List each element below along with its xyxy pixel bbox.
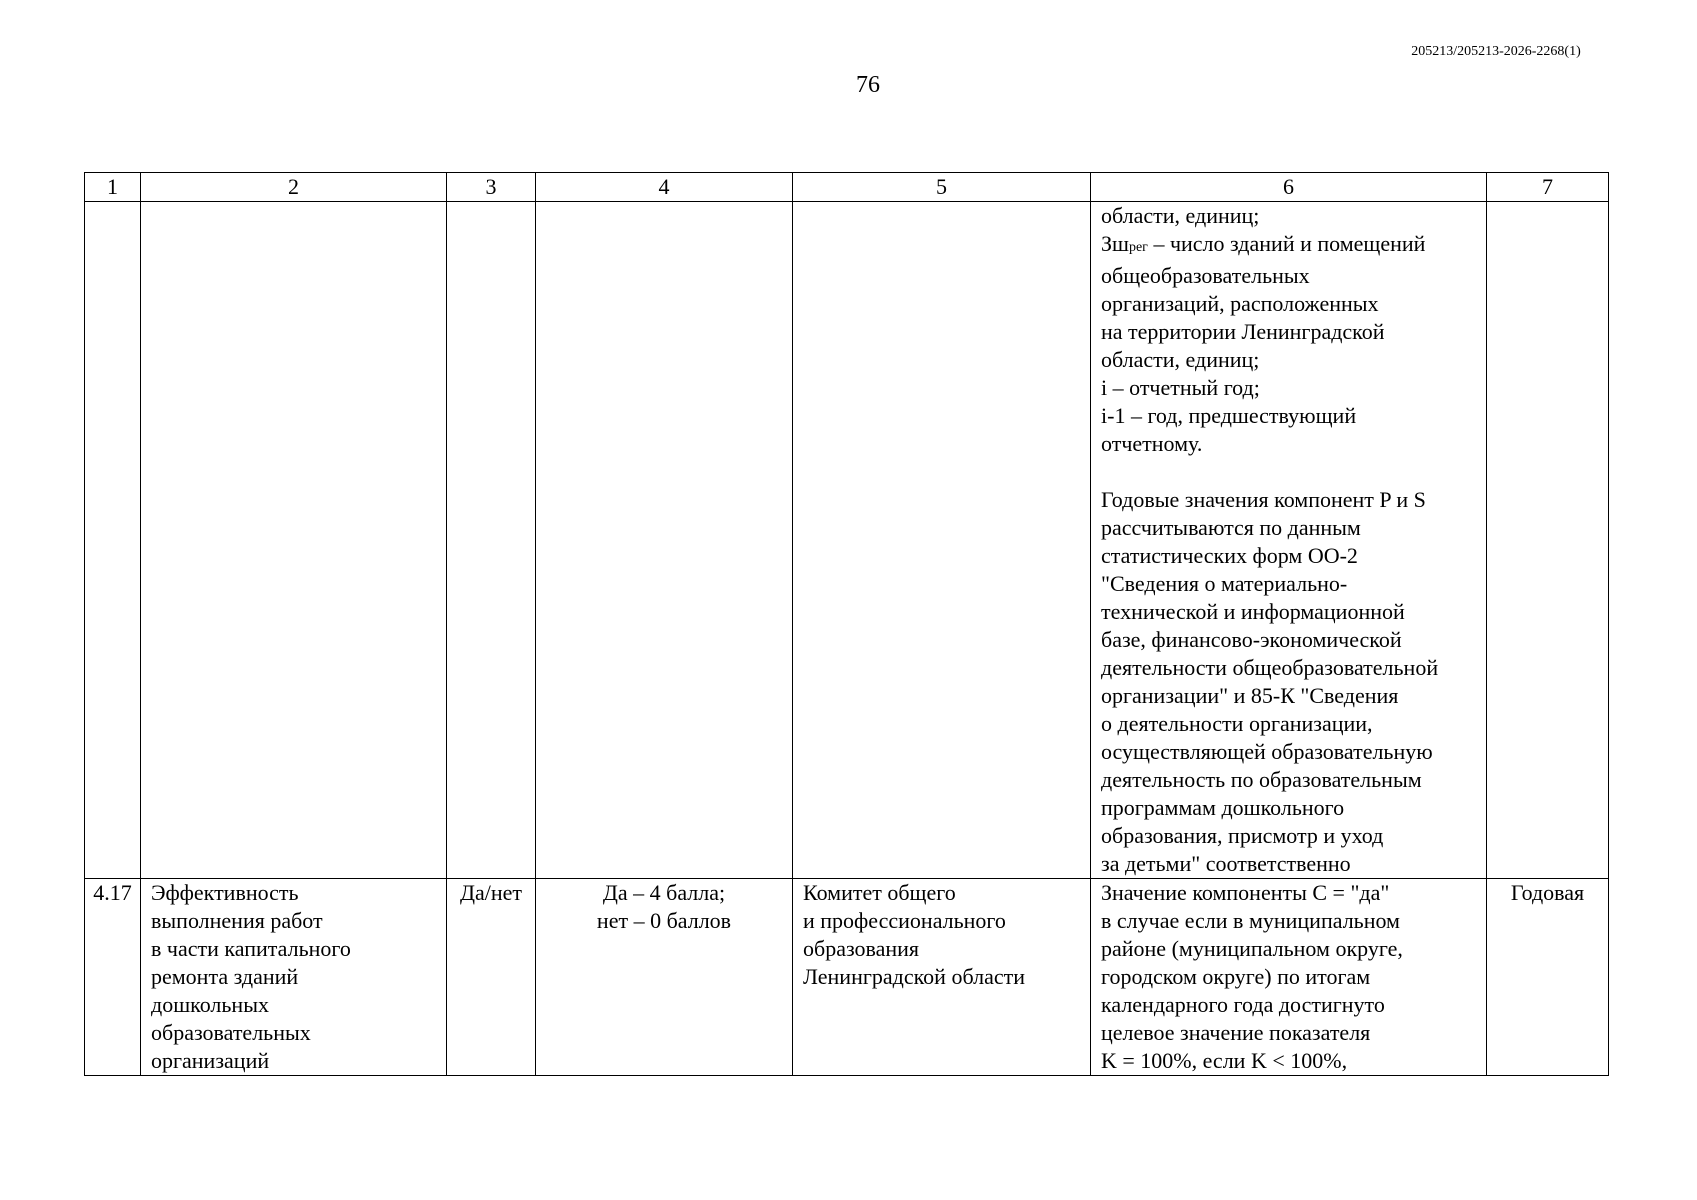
formula-line: организаций, расположенных xyxy=(1101,291,1379,316)
formula-line: базе, финансово-экономической xyxy=(1101,627,1402,652)
formula-line: за детьми" соответственно xyxy=(1101,851,1351,876)
cell-responsible xyxy=(793,879,1091,1076)
formula-line: i – отчетный год; xyxy=(1101,375,1260,400)
formula-line: "Сведения о материально- xyxy=(1101,571,1348,596)
cell-formula xyxy=(1091,879,1487,1076)
formula-line: общеобразовательных xyxy=(1101,263,1310,288)
formula-line: деятельности общеобразовательной xyxy=(1101,655,1439,680)
paragraph-gap xyxy=(1101,458,1476,486)
formula-line: статистических форм ОО-2 xyxy=(1101,543,1358,568)
header-col-4: 4 xyxy=(536,173,793,202)
responsible-line: Комитет общего xyxy=(803,880,956,905)
cell-row-number: 4.17 xyxy=(85,879,141,1076)
header-col-3: 3 xyxy=(447,173,536,202)
formula-line: Годовые значения компонент P и S xyxy=(1101,487,1426,512)
formula-line: на территории Ленинградской xyxy=(1101,319,1385,344)
formula-line: городском округе) по итогам xyxy=(1101,964,1371,989)
score-line: нет – 0 баллов xyxy=(596,908,732,933)
formula-line: области, единиц; xyxy=(1101,203,1260,228)
responsible-line: образования xyxy=(803,936,920,961)
cell-responsible-empty xyxy=(793,202,1091,879)
cell-period-empty xyxy=(1487,202,1609,879)
name-line: организаций xyxy=(151,1048,270,1073)
score-line: Да – 4 балла; xyxy=(602,880,726,905)
formula-line: районе (муниципальном округе, xyxy=(1101,936,1403,961)
header-col-2: 2 xyxy=(141,173,447,202)
formula-line: образования, присмотр и уход xyxy=(1101,823,1384,848)
cell-formula-continuation xyxy=(1091,202,1487,879)
formula-line: отчетному. xyxy=(1101,431,1203,456)
formula-line: области, единиц; xyxy=(1101,347,1260,372)
formula-line: i-1 – год, предшествующий xyxy=(1101,403,1357,428)
cell-name-empty xyxy=(141,202,447,879)
cell-score-empty xyxy=(536,202,793,879)
formula-line: рассчитываются по данным xyxy=(1101,515,1361,540)
formula-line: организации" и 85-К "Сведения xyxy=(1101,683,1399,708)
name-line: ремонта зданий xyxy=(151,964,299,989)
symbol-zsh-description: – число зданий и помещений xyxy=(1147,231,1426,256)
cell-unit-empty xyxy=(447,202,536,879)
symbol-zsh-subscript: рег xyxy=(1128,240,1148,255)
header-col-6: 6 xyxy=(1091,173,1487,202)
cell-number-empty xyxy=(85,202,141,879)
name-line: выполнения работ xyxy=(151,908,323,933)
formula-line: целевое значение показателя xyxy=(1101,1020,1371,1045)
cell-indicator-name xyxy=(141,879,447,1076)
symbol-zsh: Зш xyxy=(1101,231,1129,256)
indicators-table xyxy=(84,172,1609,1076)
name-line: образовательных xyxy=(151,1020,311,1045)
page-number: 76 xyxy=(856,72,880,98)
formula-line: K = 100%, если K < 100%, xyxy=(1101,1048,1348,1073)
formula-line: календарного года достигнуто xyxy=(1101,992,1385,1017)
formula-line: деятельность по образовательным xyxy=(1101,767,1422,792)
formula-line: о деятельности организации, xyxy=(1101,711,1373,736)
header-col-1: 1 xyxy=(85,173,141,202)
cell-period: Годовая xyxy=(1487,879,1609,1076)
responsible-line: и профессионального xyxy=(803,908,1006,933)
formula-line: осуществляющей образовательную xyxy=(1101,739,1433,764)
table-row-4-17 xyxy=(85,879,1609,1076)
formula-line: технической и информационной xyxy=(1101,599,1405,624)
table-header-row xyxy=(85,173,1609,202)
header-col-7: 7 xyxy=(1487,173,1609,202)
name-line: Эффективность xyxy=(151,880,299,905)
header-col-5: 5 xyxy=(793,173,1091,202)
formula-line: в случае если в муниципальном xyxy=(1101,908,1400,933)
document-id: 205213/205213-2026-2268(1) xyxy=(1411,44,1581,59)
cell-unit: Да/нет xyxy=(447,879,536,1076)
name-line: дошкольных xyxy=(151,992,269,1017)
table-row-continuation xyxy=(85,202,1609,879)
cell-score xyxy=(536,879,793,1076)
formula-line-zsh xyxy=(1101,230,1476,262)
formula-line: Значение компоненты C = "да" xyxy=(1101,880,1390,905)
name-line: в части капитального xyxy=(151,936,351,961)
responsible-line: Ленинградской области xyxy=(803,964,1025,989)
formula-line: программам дошкольного xyxy=(1101,795,1345,820)
